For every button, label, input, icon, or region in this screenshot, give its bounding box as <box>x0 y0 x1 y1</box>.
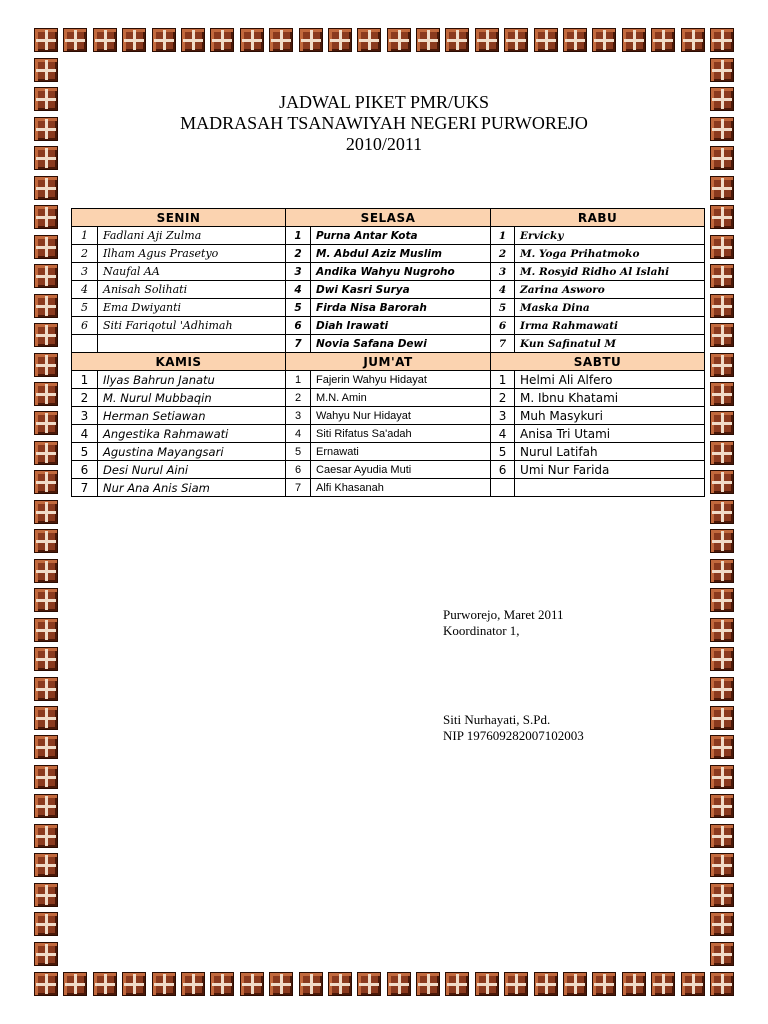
row-number: 4 <box>286 425 311 443</box>
place-date: Purworejo, Maret 2011 <box>443 607 564 622</box>
member-name: M. Nurul Mubbaqin <box>98 389 286 407</box>
brick-box-icon <box>710 618 734 642</box>
table-row <box>72 389 705 407</box>
member-name: Ilyas Bahrun Janatu <box>98 371 286 389</box>
row-number: 2 <box>286 389 311 407</box>
brick-box-icon <box>34 588 58 612</box>
brick-box-icon <box>710 735 734 759</box>
row-number: 2 <box>491 389 515 407</box>
brick-box-icon <box>710 294 734 318</box>
brick-box-icon <box>34 794 58 818</box>
row-number: 2 <box>72 389 98 407</box>
brick-box-icon <box>34 559 58 583</box>
row-number: 5 <box>491 299 515 317</box>
member-name: Wahyu Nur Hidayat <box>311 407 491 425</box>
brick-box-icon <box>34 323 58 347</box>
row-number: 5 <box>72 443 98 461</box>
member-name: Desi Nurul Aini <box>98 461 286 479</box>
brick-box-icon <box>622 972 646 996</box>
document-title <box>0 92 768 155</box>
brick-box-icon <box>563 28 587 52</box>
brick-box-icon <box>34 647 58 671</box>
brick-box-icon <box>622 28 646 52</box>
member-name: Umi Nur Farida <box>515 461 705 479</box>
brick-box-icon <box>592 972 616 996</box>
brick-box-icon <box>710 353 734 377</box>
border-bottom <box>34 972 734 996</box>
brick-box-icon <box>240 28 264 52</box>
brick-box-icon <box>34 353 58 377</box>
row-number: 3 <box>491 263 515 281</box>
brick-box-icon <box>34 294 58 318</box>
member-name: Irma Rahmawati <box>515 317 705 335</box>
brick-box-icon <box>710 235 734 259</box>
day-header: KAMIS <box>72 353 286 371</box>
day-header: RABU <box>491 209 705 227</box>
row-number: 6 <box>491 461 515 479</box>
brick-box-icon <box>710 411 734 435</box>
member-name <box>515 479 705 497</box>
row-number: 6 <box>286 461 311 479</box>
member-name: M.N. Amin <box>311 389 491 407</box>
member-name: Ervicky <box>515 227 705 245</box>
table-row <box>72 317 705 335</box>
brick-box-icon <box>710 912 734 936</box>
brick-box-icon <box>710 529 734 553</box>
table-row <box>72 263 705 281</box>
brick-box-icon <box>651 972 675 996</box>
brick-box-icon <box>710 264 734 288</box>
day-header: SENIN <box>72 209 286 227</box>
brick-box-icon <box>357 972 381 996</box>
signatory-name: Siti Nurhayati, S.Pd. <box>443 712 551 727</box>
table-row <box>72 407 705 425</box>
member-name: Novia Safana Dewi <box>311 335 491 353</box>
member-name: Maska Dina <box>515 299 705 317</box>
table-row <box>72 461 705 479</box>
brick-box-icon <box>387 972 411 996</box>
member-name: Dwi Kasri Surya <box>311 281 491 299</box>
brick-box-icon <box>445 28 469 52</box>
member-name: Nur Ana Anis Siam <box>98 479 286 497</box>
row-number: 7 <box>286 335 311 353</box>
row-number: 1 <box>72 227 98 245</box>
row-number: 4 <box>72 281 98 299</box>
row-number: 4 <box>491 281 515 299</box>
brick-box-icon <box>475 972 499 996</box>
member-name: Agustina Mayangsari <box>98 443 286 461</box>
row-number: 3 <box>286 407 311 425</box>
member-name: Caesar Ayudia Muti <box>311 461 491 479</box>
row-number: 2 <box>286 245 311 263</box>
brick-box-icon <box>710 382 734 406</box>
brick-box-icon <box>34 176 58 200</box>
brick-box-icon <box>34 883 58 907</box>
brick-box-icon <box>34 235 58 259</box>
table-row <box>72 443 705 461</box>
day-header: JUM'AT <box>286 353 491 371</box>
member-name: Herman Setiawan <box>98 407 286 425</box>
row-number: 3 <box>491 407 515 425</box>
member-name: Anisah Solihati <box>98 281 286 299</box>
brick-box-icon <box>93 972 117 996</box>
border-right <box>710 58 734 966</box>
border-top <box>34 28 734 52</box>
row-number: 6 <box>72 461 98 479</box>
row-number: 1 <box>72 371 98 389</box>
row-number: 4 <box>491 425 515 443</box>
brick-box-icon <box>328 972 352 996</box>
row-number: 1 <box>286 227 311 245</box>
row-number: 7 <box>72 479 98 497</box>
row-number: 1 <box>491 371 515 389</box>
signature-block-top <box>443 607 563 639</box>
brick-box-icon <box>651 28 675 52</box>
member-name: Muh Masykuri <box>515 407 705 425</box>
table-row <box>72 281 705 299</box>
row-number: 6 <box>491 317 515 335</box>
brick-box-icon <box>416 28 440 52</box>
schedule-table <box>71 208 705 497</box>
brick-box-icon <box>152 972 176 996</box>
row-number: 2 <box>72 245 98 263</box>
brick-box-icon <box>34 500 58 524</box>
brick-box-icon <box>34 942 58 966</box>
border-left <box>34 58 58 966</box>
brick-box-icon <box>152 28 176 52</box>
brick-box-icon <box>181 972 205 996</box>
member-name: Purna Antar Kota <box>311 227 491 245</box>
brick-box-icon <box>710 706 734 730</box>
brick-box-icon <box>357 28 381 52</box>
brick-box-icon <box>504 28 528 52</box>
brick-box-icon <box>34 912 58 936</box>
brick-box-icon <box>34 618 58 642</box>
brick-box-icon <box>181 28 205 52</box>
brick-box-icon <box>710 647 734 671</box>
table-row <box>72 245 705 263</box>
brick-box-icon <box>34 529 58 553</box>
table-row <box>72 425 705 443</box>
member-name: M. Rosyid Ridho Al Islahi <box>515 263 705 281</box>
brick-box-icon <box>34 441 58 465</box>
brick-box-icon <box>34 765 58 789</box>
brick-box-icon <box>710 470 734 494</box>
brick-box-icon <box>34 28 58 52</box>
brick-box-icon <box>710 323 734 347</box>
row-number: 7 <box>286 479 311 497</box>
member-name: Siti Fariqotul 'Adhimah <box>98 317 286 335</box>
member-name: M. Yoga Prihatmoko <box>515 245 705 263</box>
brick-box-icon <box>416 972 440 996</box>
day-header-row <box>72 209 705 227</box>
brick-box-icon <box>563 972 587 996</box>
table-row <box>72 479 705 497</box>
brick-box-icon <box>63 972 87 996</box>
brick-box-icon <box>681 972 705 996</box>
brick-box-icon <box>387 28 411 52</box>
brick-box-icon <box>34 58 58 82</box>
member-name: M. Ibnu Khatami <box>515 389 705 407</box>
member-name: Helmi Ali Alfero <box>515 371 705 389</box>
member-name: Alfi Khasanah <box>311 479 491 497</box>
brick-box-icon <box>710 824 734 848</box>
brick-box-icon <box>710 765 734 789</box>
brick-box-icon <box>710 794 734 818</box>
title-line-1: JADWAL PIKET PMR/UKS <box>278 92 490 112</box>
brick-box-icon <box>34 677 58 701</box>
row-number <box>72 335 98 353</box>
day-header: SELASA <box>286 209 491 227</box>
coordinator-role: Koordinator 1, <box>443 623 520 638</box>
brick-box-icon <box>34 205 58 229</box>
brick-box-icon <box>269 28 293 52</box>
brick-box-icon <box>34 470 58 494</box>
brick-box-icon <box>328 28 352 52</box>
member-name: Nurul Latifah <box>515 443 705 461</box>
member-name <box>98 335 286 353</box>
row-number: 3 <box>72 407 98 425</box>
brick-box-icon <box>34 411 58 435</box>
row-number: 4 <box>286 281 311 299</box>
member-name: Kun Safinatul M <box>515 335 705 353</box>
member-name: Zarina Asworo <box>515 281 705 299</box>
brick-box-icon <box>710 205 734 229</box>
brick-box-icon <box>710 972 734 996</box>
brick-box-icon <box>475 28 499 52</box>
member-name: Anisa Tri Utami <box>515 425 705 443</box>
row-number: 5 <box>286 443 311 461</box>
brick-box-icon <box>445 972 469 996</box>
brick-box-icon <box>34 706 58 730</box>
brick-box-icon <box>299 28 323 52</box>
brick-box-icon <box>210 972 234 996</box>
brick-box-icon <box>122 972 146 996</box>
member-name: Fadlani Aji Zulma <box>98 227 286 245</box>
member-name: Andika Wahyu Nugroho <box>311 263 491 281</box>
brick-box-icon <box>504 972 528 996</box>
table-row <box>72 227 705 245</box>
brick-box-icon <box>34 382 58 406</box>
brick-box-icon <box>240 972 264 996</box>
row-number: 5 <box>491 443 515 461</box>
member-name: Naufal AA <box>98 263 286 281</box>
row-number <box>491 479 515 497</box>
brick-box-icon <box>710 883 734 907</box>
row-number: 5 <box>286 299 311 317</box>
brick-box-icon <box>710 942 734 966</box>
title-line-3: 2010/2011 <box>345 134 423 154</box>
member-name: Fajerin Wahyu Hidayat <box>311 371 491 389</box>
row-number: 6 <box>286 317 311 335</box>
brick-box-icon <box>63 28 87 52</box>
member-name: Angestika Rahmawati <box>98 425 286 443</box>
row-number: 7 <box>491 335 515 353</box>
row-number: 4 <box>72 425 98 443</box>
brick-box-icon <box>710 28 734 52</box>
brick-box-icon <box>34 264 58 288</box>
row-number: 6 <box>72 317 98 335</box>
row-number: 1 <box>286 371 311 389</box>
brick-box-icon <box>710 677 734 701</box>
row-number: 3 <box>286 263 311 281</box>
member-name: Siti Rifatus Sa'adah <box>311 425 491 443</box>
signature-block-bottom <box>443 712 584 744</box>
brick-box-icon <box>710 588 734 612</box>
row-number: 3 <box>72 263 98 281</box>
brick-box-icon <box>710 500 734 524</box>
table-row <box>72 335 705 353</box>
brick-box-icon <box>710 559 734 583</box>
brick-box-icon <box>710 853 734 877</box>
brick-box-icon <box>534 972 558 996</box>
row-number: 1 <box>491 227 515 245</box>
table-row <box>72 299 705 317</box>
member-name: Ernawati <box>311 443 491 461</box>
brick-box-icon <box>34 824 58 848</box>
brick-box-icon <box>710 441 734 465</box>
member-name: Ema Dwiyanti <box>98 299 286 317</box>
brick-box-icon <box>681 28 705 52</box>
brick-box-icon <box>710 176 734 200</box>
brick-box-icon <box>34 853 58 877</box>
brick-box-icon <box>34 972 58 996</box>
day-header-row <box>72 353 705 371</box>
title-line-2: MADRASAH TSANAWIYAH NEGERI PURWOREJO <box>180 113 588 133</box>
row-number: 5 <box>72 299 98 317</box>
signatory-nip: NIP 197609282007102003 <box>443 728 584 743</box>
brick-box-icon <box>93 28 117 52</box>
brick-box-icon <box>534 28 558 52</box>
member-name: Firda Nisa Barorah <box>311 299 491 317</box>
brick-box-icon <box>34 735 58 759</box>
brick-box-icon <box>122 28 146 52</box>
brick-box-icon <box>269 972 293 996</box>
brick-box-icon <box>710 58 734 82</box>
member-name: M. Abdul Aziz Muslim <box>311 245 491 263</box>
brick-box-icon <box>210 28 234 52</box>
member-name: Ilham Agus Prasetyo <box>98 245 286 263</box>
brick-box-icon <box>592 28 616 52</box>
brick-box-icon <box>299 972 323 996</box>
day-header: SABTU <box>491 353 705 371</box>
member-name: Diah Irawati <box>311 317 491 335</box>
table-row <box>72 371 705 389</box>
row-number: 2 <box>491 245 515 263</box>
